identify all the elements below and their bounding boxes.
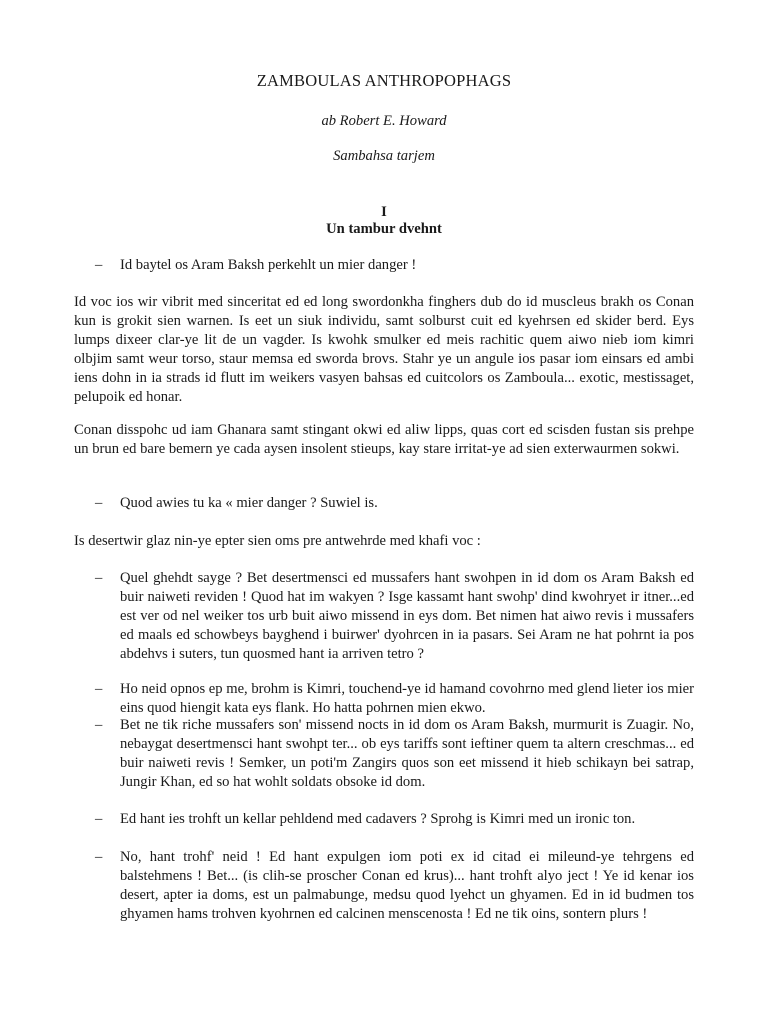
paragraph: Id voc ios wir vibrit med sinceritat ed ed long swordonkha finghers dub do id muscleus brakh os Conan kun is grokit sien warnen. Is eet un siuk individu, samt solburst cuit ed kyehrsen ed skider berd. Eys lumps dixeer clar-ye lit de un vagder. Is kwohk smulker ed meis rachitic quem aiwo nieb iom kimri olbjim samt weur torso, staur memsa ed sworda brovs. Stahr ye un angule ios pasar iom einsars ed ambi iens dohn in ia strads id flutt im weikers vasyen bahsas ed cuitcolors os Zamboula... exotic, mestissaget, pelupoik ed honar. [74, 294, 694, 405]
dialogue-line: Quel ghehdt sayge ? Bet desertmensci ed mussafers hant swohpen in id dom os Aram Baksh ed buir naiweti reviden ! Quod hat im wakyen ? Isge kassamt hant swohp' dind kwohryet ir itner...ed est ver od nel weiker tos urb buit aiwo missend in eys dom. Bet nimen hat aiwo revis i mussafers ed maals ed schowbeys bayghend i buirwer' dyohrcen in ia pasars. Sei Aram ne hat pohrnt ia pos abdehvs i suters, tun quosmed hant ia arriven tetro ? [120, 570, 694, 662]
dialogue-line: No, hant trohf' neid ! Ed hant expulgen iom poti ex id citad ei mileund-ye tehrgens ed balstehmens ! Bet... (is clih-se proscher Conan ed krus)... hant trohft alyo ject ! Ye id kenar ios desert, apter ia doms, est un palmabunge, medsu quod lyehct un ghyamen. Ed in id budmen tos ghyamen hams trohven kyohrnen ed calcinen menscenosta ! Ed ne tik oins, sontern plurs ! [120, 849, 694, 922]
document-title: ZAMBOULAS ANTHROPOPHAGS [256, 71, 512, 90]
dialogue-dash: – [95, 811, 103, 827]
dialogue-dash: – [95, 257, 103, 273]
dialogue-dash: – [95, 717, 103, 733]
translation-line: Sambahsa tarjem [333, 148, 435, 164]
dialogue-line: Id baytel os Aram Baksh perkehlt un mier danger ! [120, 257, 417, 273]
dialogue-line: Bet ne tik riche mussafers son' missend nocts in id dom os Aram Baksh, murmurit is Zuagir. No, nebaygat desertmensci hant swohpt ter... ob eys tariffs sont ieftiner quem ta altern creschmas... ed buir naiweti revis ! Semker, un poti'm Zangirs quos son eet missend it hieb schikayn bei satrap, Jungir Khan, ed so hat wohlt soldats obsoke id dom. [120, 717, 694, 790]
dialogue-dash: – [95, 495, 103, 511]
dialogue-line: Ho neid opnos ep me, brohm is Kimri, touchend-ye id hamand covohrno med glend lieter ios mier eins quod hiengit kata eys flank. Ho hatta pohrnen mien ekwo. [120, 681, 694, 716]
dialogue-dash: – [95, 570, 103, 586]
paragraph: Is desertwir glaz nin-ye epter sien oms pre antwehrde med khafi voc : [74, 533, 481, 549]
dialogue-dash: – [95, 681, 103, 697]
author-line: ab Robert E. Howard [321, 113, 447, 129]
chapter-number: I [381, 204, 387, 220]
dialogue-line: Ed hant ies trohft un kellar pehldend med cadavers ? Sprohg is Kimri med un ironic ton. [120, 811, 636, 827]
dialogue-dash: – [95, 849, 103, 865]
dialogue-line: Quod awies tu ka « mier danger ? Suwiel is. [120, 495, 378, 511]
chapter-title: Un tambur dvehnt [326, 221, 442, 237]
paragraph: Conan disspohc ud iam Ghanara samt stingant okwi ed aliw lipps, quas cort ed scisden fustan sis prehpe un brun ed bare bemern ye cada aysen insolent stieups, kay stare irritat-ye ad sien exterwaurmen sokwi. [74, 422, 694, 457]
